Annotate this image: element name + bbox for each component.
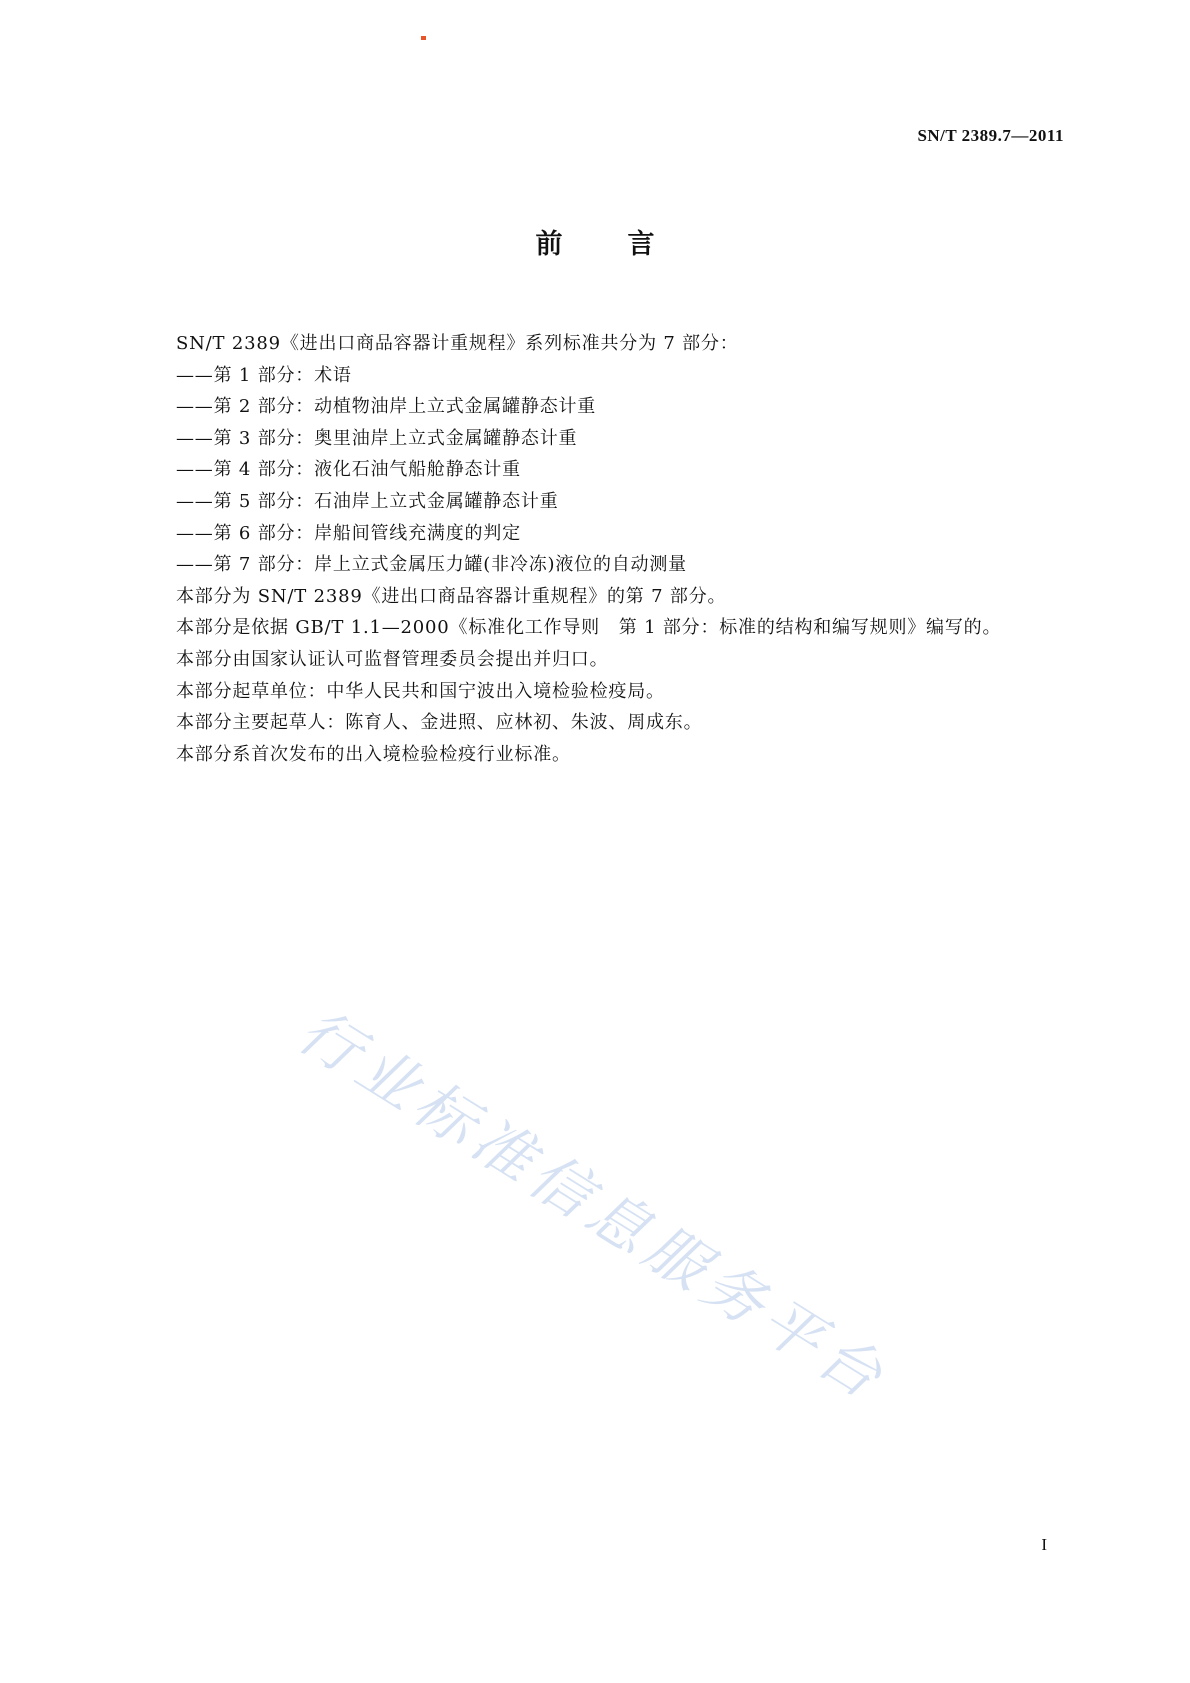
part-item-5: ——第 5 部分：石油岸上立式金属罐静态计重 xyxy=(176,490,559,512)
part-item-3: ——第 3 部分：奥里油岸上立式金属罐静态计重 xyxy=(176,427,578,449)
paragraph-proposer: 本部分由国家认证认可监督管理委员会提出并归口。 xyxy=(176,648,609,670)
document-code: SN/T 2389.7—2011 xyxy=(917,126,1064,145)
part-item-7: ——第 7 部分：岸上立式金属压力罐(非冷冻)液位的自动测量 xyxy=(176,554,687,576)
top-mark xyxy=(421,36,426,40)
page-number: I xyxy=(1041,1535,1047,1554)
paragraph-drafting-basis: 本部分是依据 GB/T 1.1—2000《标准化工作导则 第 1 部分：标准的结构和编写规则》编写的。 xyxy=(176,617,1002,639)
part-item-1: ——第 1 部分：术语 xyxy=(176,364,352,386)
paragraph-part-scope: 本部分为 SN/T 2389《进出口商品容器计重规程》的第 7 部分。 xyxy=(176,585,727,607)
preface-body xyxy=(176,328,1076,770)
paragraph-drafting-unit: 本部分起草单位：中华人民共和国宁波出入境检验检疫局。 xyxy=(176,680,665,702)
page-title: 前言 xyxy=(535,229,720,260)
watermark: 行业标准信息服务平台 xyxy=(286,996,900,1416)
part-item-4: ——第 4 部分：液化石油气船舱静态计重 xyxy=(176,459,521,481)
part-item-2: ——第 2 部分：动植物油岸上立式金属罐静态计重 xyxy=(176,396,597,418)
intro-line: SN/T 2389《进出口商品容器计重规程》系列标准共分为 7 部分： xyxy=(176,333,739,354)
paragraph-first-release: 本部分系首次发布的出入境检验检疫行业标准。 xyxy=(176,743,571,765)
part-item-6: ——第 6 部分：岸船间管线充满度的判定 xyxy=(176,522,521,544)
paragraph-drafters: 本部分主要起草人：陈育人、金进照、应林初、朱波、周成东。 xyxy=(176,712,703,734)
